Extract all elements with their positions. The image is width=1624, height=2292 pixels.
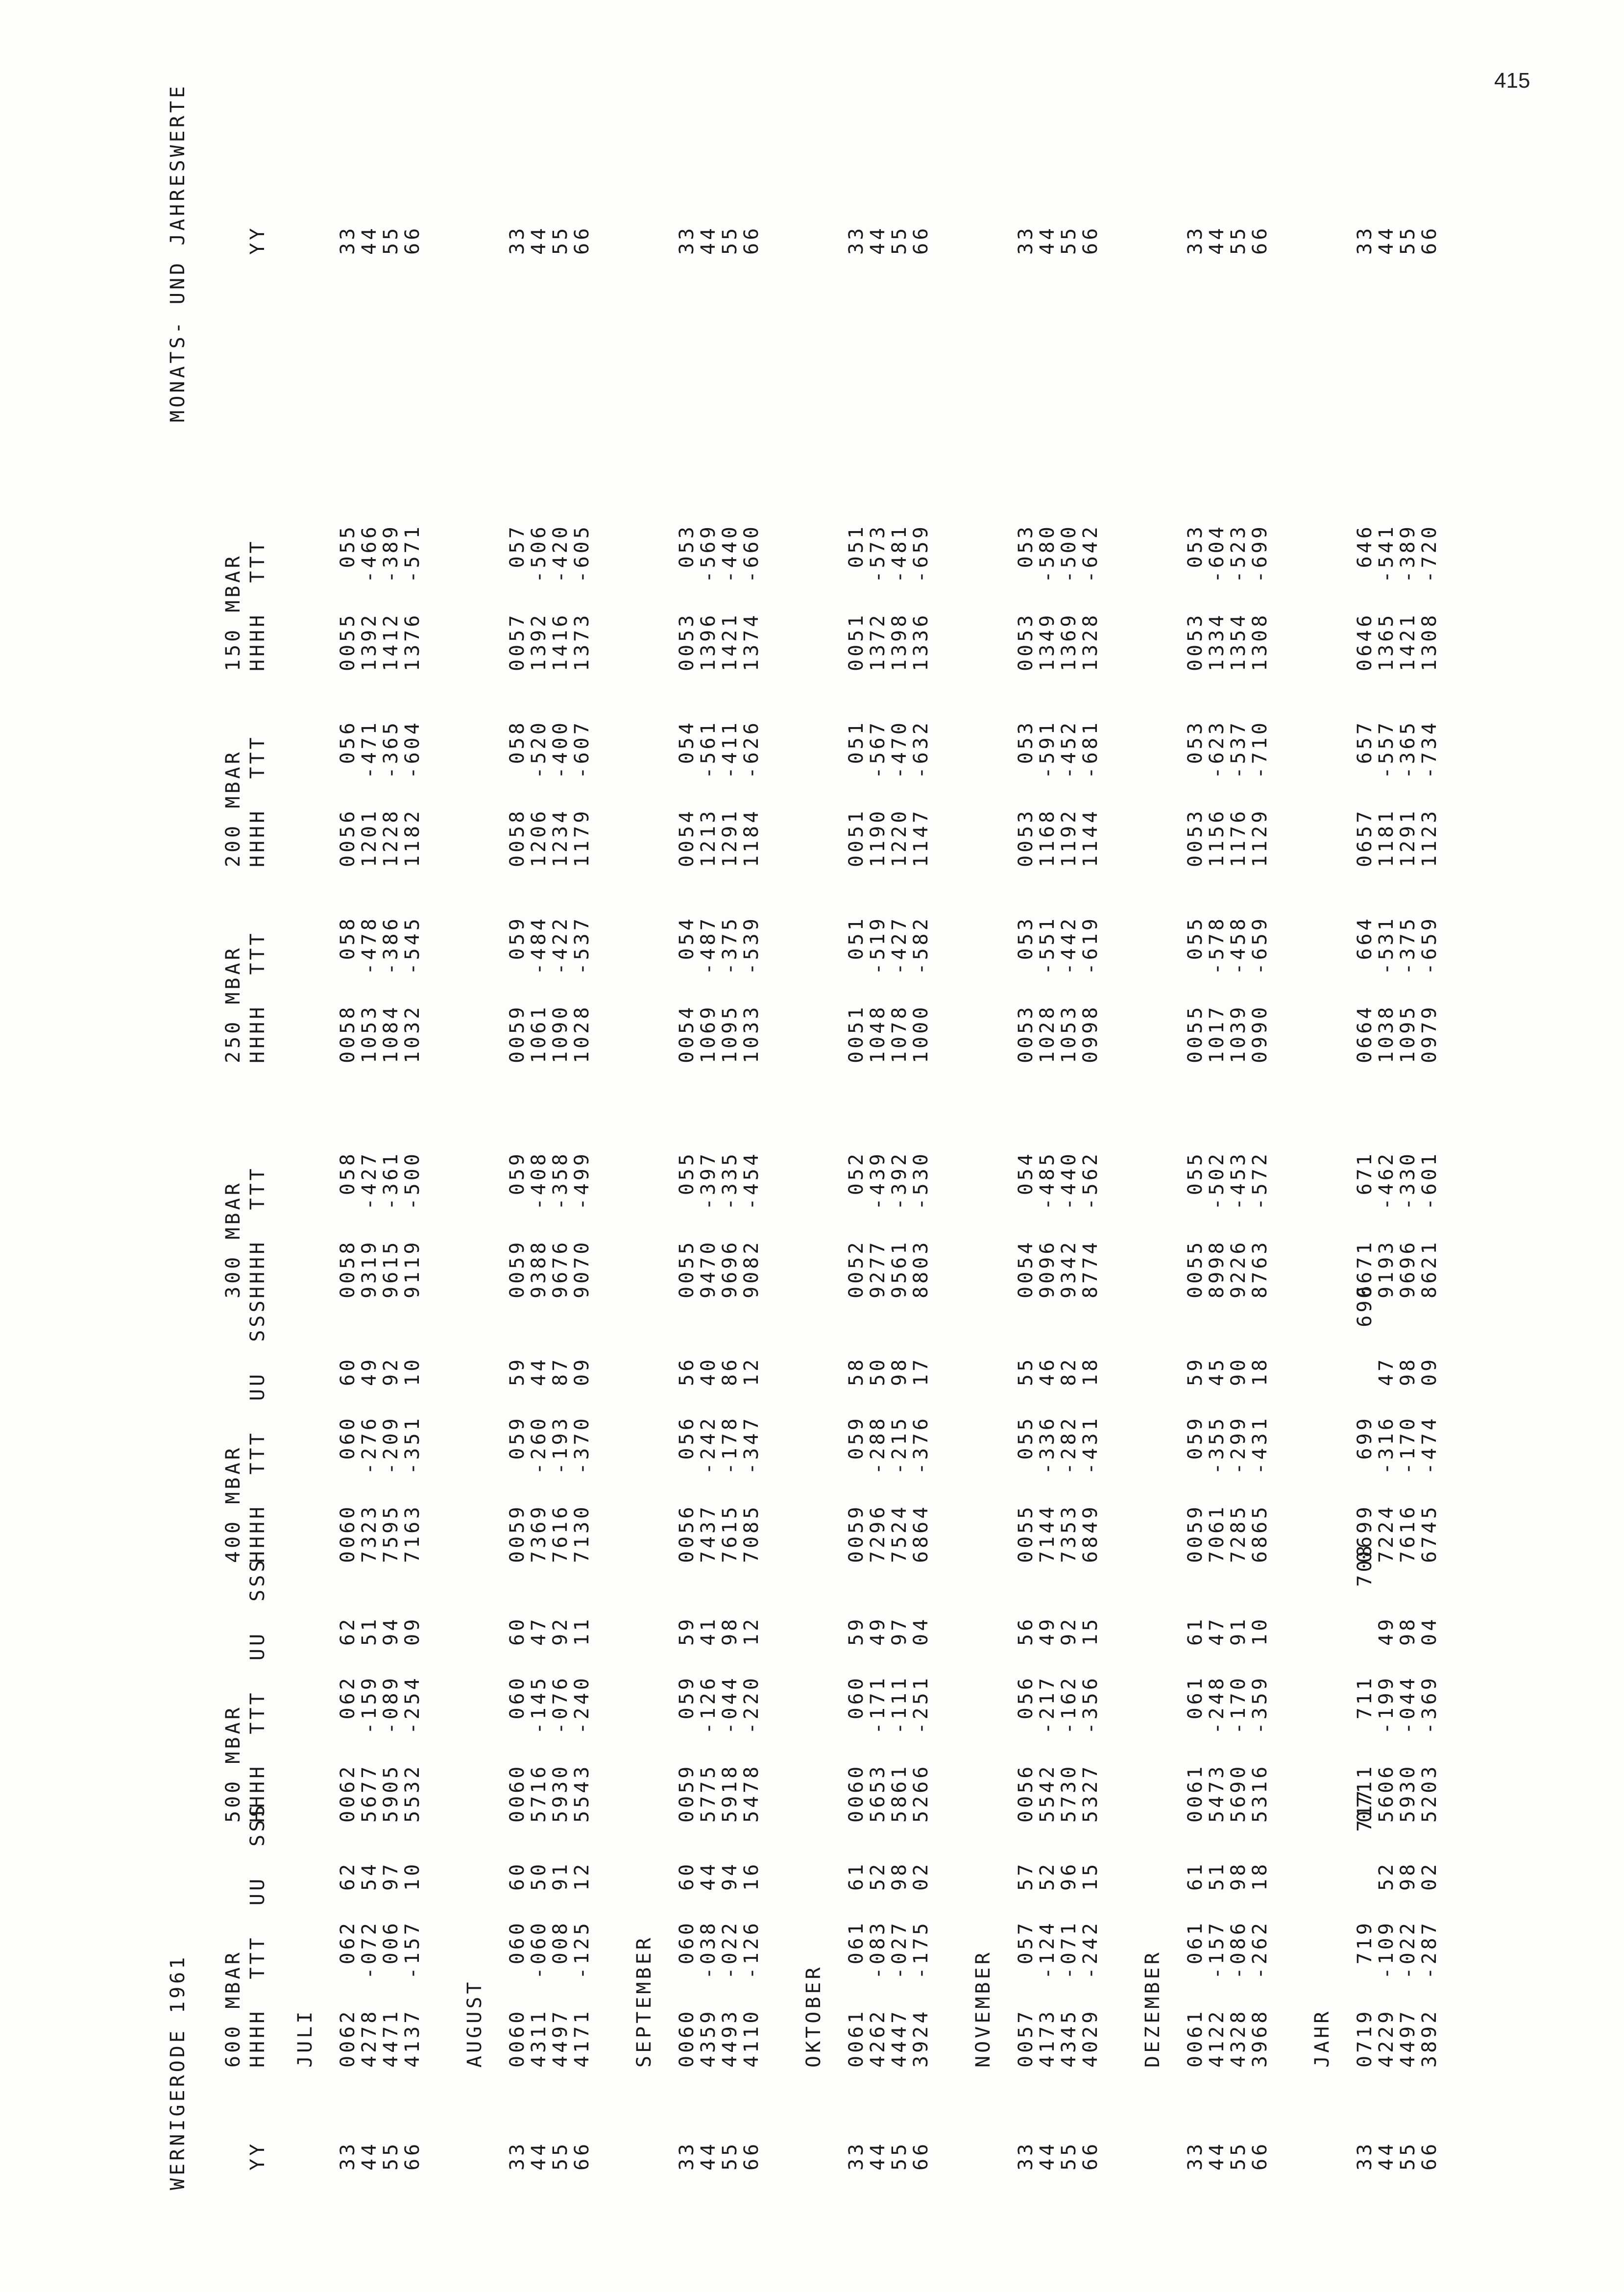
table-cell: 5473 -248 47 bbox=[1206, 1616, 1228, 1823]
table-cell: 1392 -466 bbox=[358, 524, 381, 671]
row-yy-right: 33 bbox=[1354, 225, 1376, 255]
table-cell: 0055 055 bbox=[1184, 1151, 1207, 1298]
row-yy: 66 bbox=[1418, 2141, 1441, 2170]
row-yy-right: 55 bbox=[719, 225, 741, 255]
table-cell: 8803 -530 bbox=[910, 1151, 932, 1298]
table-cell: 1369 -500 bbox=[1058, 524, 1080, 671]
table-cell: 0061 061 61 bbox=[1184, 1861, 1207, 2068]
table-cell: 0060 060 60 bbox=[506, 1616, 529, 1823]
table-cell: 1308 -720 bbox=[1418, 524, 1441, 671]
table-cell: 1213 -561 bbox=[697, 720, 720, 867]
table-cell: 9696 -335 bbox=[719, 1151, 741, 1298]
table-cell: 0059 059 59 bbox=[506, 1356, 529, 1563]
level-name: 600 MBAR bbox=[222, 1950, 244, 2068]
row-yy: 55 bbox=[380, 2141, 402, 2170]
row-yy: 55 bbox=[1227, 2141, 1250, 2170]
table-cell: 1416 -420 bbox=[549, 524, 572, 671]
table-cell: 5775 -126 41 bbox=[697, 1616, 720, 1823]
row-yy-right: 44 bbox=[867, 225, 889, 255]
table-cell: 1123 -734 bbox=[1418, 720, 1441, 867]
table-cell: 1336 -659 bbox=[910, 524, 932, 671]
page-number: 415 bbox=[1494, 69, 1530, 93]
table-cell: 5716 -145 47 bbox=[528, 1616, 550, 1823]
level-name: 200 MBAR bbox=[222, 749, 244, 867]
table-cell: 1354 -523 bbox=[1227, 524, 1250, 671]
month-label: OKTOBER bbox=[802, 1964, 825, 2068]
row-yy: 33 bbox=[845, 2141, 868, 2170]
table-cell: 0060 060 59 bbox=[845, 1616, 868, 1823]
month-label: JULI bbox=[294, 2008, 316, 2068]
level-columns: HHHH TTT UU SSS bbox=[246, 1297, 269, 1563]
table-cell: 5905 -089 94 bbox=[380, 1616, 402, 1823]
table-cell: 0053 053 bbox=[1184, 524, 1207, 671]
table-cell: 1039 -458 bbox=[1227, 916, 1250, 1063]
row-yy-right: 33 bbox=[506, 225, 529, 255]
table-cell: 1144 -681 bbox=[1079, 720, 1102, 867]
table-cell: 0646 646 bbox=[1354, 524, 1376, 671]
table-cell: 0059 059 58 bbox=[845, 1356, 868, 1563]
row-yy: 66 bbox=[1079, 2141, 1102, 2170]
row-yy: 66 bbox=[910, 2141, 932, 2170]
table-cell: 5203 -369 04 bbox=[1418, 1616, 1441, 1823]
table-cell: 0055 055 bbox=[1184, 916, 1207, 1063]
table-cell: 9119 -500 bbox=[401, 1151, 424, 1298]
row-yy-right: 55 bbox=[888, 225, 911, 255]
table-cell: 9696 -330 bbox=[1397, 1151, 1419, 1298]
table-cell: 7130 -370 09 bbox=[571, 1356, 593, 1563]
table-cell: 1069 -487 bbox=[697, 916, 720, 1063]
row-yy-right: 66 bbox=[1249, 225, 1271, 255]
rotated-table bbox=[147, 83, 1470, 2190]
table-cell: 5930 -076 92 bbox=[549, 1616, 572, 1823]
table-cell: 0055 055 55 bbox=[1015, 1356, 1037, 1563]
table-cell: 7615 -178 86 bbox=[719, 1356, 741, 1563]
table-cell: 1084 -386 bbox=[380, 916, 402, 1063]
table-cell: 7323 -276 49 bbox=[358, 1356, 381, 1563]
row-yy: 33 bbox=[676, 2141, 698, 2170]
row-yy: 33 bbox=[506, 2141, 529, 2170]
table-title: WERNIGERODE 1961 bbox=[167, 1954, 189, 2190]
row-yy: 33 bbox=[337, 2141, 359, 2170]
table-cell: 1220 -470 bbox=[888, 720, 911, 867]
row-yy-right: 55 bbox=[1227, 225, 1250, 255]
row-yy-right: 55 bbox=[549, 225, 572, 255]
table-cell: 9226 -453 bbox=[1227, 1151, 1250, 1298]
row-yy-right: 33 bbox=[676, 225, 698, 255]
row-yy: 44 bbox=[1375, 2141, 1398, 2170]
table-cell: 1373 -605 bbox=[571, 524, 593, 671]
table-cell: 0979 -659 bbox=[1418, 916, 1441, 1063]
level-columns: HHHH TTT bbox=[246, 734, 269, 867]
level-name: 300 MBAR bbox=[222, 1180, 244, 1298]
table-cell: 7524 -215 98 bbox=[888, 1356, 911, 1563]
table-cell: 4328 -086 98 bbox=[1227, 1861, 1250, 2068]
table-cell: 0058 058 bbox=[337, 916, 359, 1063]
table-cell: 0056 056 56 bbox=[676, 1356, 698, 1563]
column-header-yy-left: YY bbox=[246, 2141, 269, 2170]
table-cell: 1090 -422 bbox=[549, 916, 572, 1063]
table-cell: 1334 -604 bbox=[1206, 524, 1228, 671]
table-cell: 3892 -287 02 bbox=[1418, 1861, 1441, 2068]
table-cell: 1228 -365 bbox=[380, 720, 402, 867]
table-cell: 0711 711 708 bbox=[1354, 1542, 1376, 1823]
table-cell: 1000 -582 bbox=[910, 916, 932, 1063]
table-cell: 7163 -351 10 bbox=[401, 1356, 424, 1563]
table-cell: 1201 -471 bbox=[358, 720, 381, 867]
table-cell: 1376 -571 bbox=[401, 524, 424, 671]
row-yy-right: 44 bbox=[697, 225, 720, 255]
table-cell: 0057 057 bbox=[506, 524, 529, 671]
table-cell: 1421 -440 bbox=[719, 524, 741, 671]
level-name: 150 MBAR bbox=[222, 553, 244, 671]
month-label: JAHR bbox=[1311, 2008, 1333, 2068]
table-cell: 1147 -632 bbox=[910, 720, 932, 867]
table-cell: 1365 -541 bbox=[1375, 524, 1398, 671]
table-cell: 0059 059 59 bbox=[676, 1616, 698, 1823]
table-cell: 4278 -072 54 bbox=[358, 1861, 381, 2068]
row-yy: 44 bbox=[867, 2141, 889, 2170]
table-cell: 7437 -242 40 bbox=[697, 1356, 720, 1563]
table-cell: 1182 -604 bbox=[401, 720, 424, 867]
table-cell: 1038 -531 bbox=[1375, 916, 1398, 1063]
row-yy-right: 44 bbox=[1036, 225, 1059, 255]
row-yy-right: 66 bbox=[1079, 225, 1102, 255]
table-cell: 4447 -027 98 bbox=[888, 1861, 911, 2068]
table-cell: 0062 062 62 bbox=[337, 1616, 359, 1823]
level-name: 400 MBAR bbox=[222, 1445, 244, 1563]
table-cell: 1190 -567 bbox=[867, 720, 889, 867]
table-cell: 7285 -299 90 bbox=[1227, 1356, 1250, 1563]
table-cell: 0664 664 bbox=[1354, 916, 1376, 1063]
table-subtitle: MONATS- UND JAHRESWERTE bbox=[167, 83, 189, 422]
table-cell: 4229 -109 52 bbox=[1375, 1861, 1398, 2068]
table-cell: 9070 -499 bbox=[571, 1151, 593, 1298]
table-cell: 0719 719 717 bbox=[1354, 1787, 1376, 2068]
table-cell: 7061 -355 45 bbox=[1206, 1356, 1228, 1563]
table-cell: 4173 -124 52 bbox=[1036, 1861, 1059, 2068]
table-cell: 1168 -591 bbox=[1036, 720, 1059, 867]
table-cell: 0053 053 bbox=[1015, 916, 1037, 1063]
table-cell: 0053 053 bbox=[676, 524, 698, 671]
table-cell: 4345 -071 96 bbox=[1058, 1861, 1080, 2068]
month-label: SEPTEMBER bbox=[633, 1935, 655, 2068]
table-cell: 0056 056 56 bbox=[1015, 1616, 1037, 1823]
table-cell: 0998 -619 bbox=[1079, 916, 1102, 1063]
row-yy: 55 bbox=[1058, 2141, 1080, 2170]
table-cell: 8998 -502 bbox=[1206, 1151, 1228, 1298]
table-cell: 6849 -431 18 bbox=[1079, 1356, 1102, 1563]
table-cell: 1372 -573 bbox=[867, 524, 889, 671]
row-yy-right: 44 bbox=[358, 225, 381, 255]
row-yy: 66 bbox=[740, 2141, 763, 2170]
table-cell: 0657 657 bbox=[1354, 720, 1376, 867]
table-cell: 6864 -376 17 bbox=[910, 1356, 932, 1563]
table-cell: 1095 -375 bbox=[719, 916, 741, 1063]
table-cell: 1078 -427 bbox=[888, 916, 911, 1063]
row-yy-right: 55 bbox=[1058, 225, 1080, 255]
table-cell: 1053 -478 bbox=[358, 916, 381, 1063]
table-cell: 0059 059 bbox=[506, 916, 529, 1063]
table-cell: 5730 -162 92 bbox=[1058, 1616, 1080, 1823]
table-cell: 6745 -474 09 bbox=[1418, 1356, 1441, 1563]
table-cell: 1392 -506 bbox=[528, 524, 550, 671]
row-yy: 66 bbox=[571, 2141, 593, 2170]
row-yy: 55 bbox=[888, 2141, 911, 2170]
table-cell: 0699 699 696 bbox=[1354, 1283, 1376, 1563]
row-yy: 55 bbox=[719, 2141, 741, 2170]
table-cell: 1032 -545 bbox=[401, 916, 424, 1063]
table-cell: 0061 061 61 bbox=[1184, 1616, 1207, 1823]
table-cell: 1398 -481 bbox=[888, 524, 911, 671]
level-columns: HHHH TTT bbox=[246, 1166, 269, 1298]
row-yy-right: 66 bbox=[1418, 225, 1441, 255]
table-cell: 0052 052 bbox=[845, 1151, 868, 1298]
row-yy: 33 bbox=[1354, 2141, 1376, 2170]
table-cell: 7616 -170 98 bbox=[1397, 1356, 1419, 1563]
table-cell: 7353 -282 82 bbox=[1058, 1356, 1080, 1563]
table-cell: 5606 -199 49 bbox=[1375, 1616, 1398, 1823]
table-cell: 1412 -389 bbox=[380, 524, 402, 671]
table-cell: 0056 056 bbox=[337, 720, 359, 867]
table-cell: 0051 051 bbox=[845, 916, 868, 1063]
table-cell: 3924 -175 02 bbox=[910, 1861, 932, 2068]
row-yy-right: 66 bbox=[401, 225, 424, 255]
table-cell: 7296 -288 50 bbox=[867, 1356, 889, 1563]
table-cell: 1192 -452 bbox=[1058, 720, 1080, 867]
table-cell: 1374 -660 bbox=[740, 524, 763, 671]
table-cell: 6865 -431 18 bbox=[1249, 1356, 1271, 1563]
table-cell: 1291 -365 bbox=[1397, 720, 1419, 867]
table-cell: 1349 -580 bbox=[1036, 524, 1059, 671]
table-cell: 0990 -659 bbox=[1249, 916, 1271, 1063]
row-yy-right: 44 bbox=[1375, 225, 1398, 255]
table-cell: 1308 -699 bbox=[1249, 524, 1271, 671]
level-name: 250 MBAR bbox=[222, 945, 244, 1063]
table-cell: 0051 051 bbox=[845, 720, 868, 867]
table-cell: 0061 061 61 bbox=[845, 1861, 868, 2068]
table-cell: 0060 060 60 bbox=[506, 1861, 529, 2068]
table-cell: 1179 -607 bbox=[571, 720, 593, 867]
table-cell: 1156 -623 bbox=[1206, 720, 1228, 867]
table-cell: 1291 -411 bbox=[719, 720, 741, 867]
row-yy-right: 33 bbox=[337, 225, 359, 255]
table-cell: 0058 058 bbox=[337, 1151, 359, 1298]
row-yy: 33 bbox=[1015, 2141, 1037, 2170]
table-cell: 0059 059 59 bbox=[1184, 1356, 1207, 1563]
table-cell: 9096 -485 bbox=[1036, 1151, 1059, 1298]
level-columns: HHHH TTT bbox=[246, 538, 269, 671]
table-cell: 8621 -601 bbox=[1418, 1151, 1441, 1298]
table-cell: 1033 -539 bbox=[740, 916, 763, 1063]
table-cell: 1328 -642 bbox=[1079, 524, 1102, 671]
table-cell: 0054 054 bbox=[676, 720, 698, 867]
row-yy-right: 66 bbox=[740, 225, 763, 255]
table-cell: 0057 057 57 bbox=[1015, 1861, 1037, 2068]
row-yy-right: 33 bbox=[1015, 225, 1037, 255]
table-cell: 1061 -484 bbox=[528, 916, 550, 1063]
table-cell: 5677 -159 51 bbox=[358, 1616, 381, 1823]
table-cell: 4471 006 97 bbox=[380, 1861, 402, 2068]
table-cell: 1181 -557 bbox=[1375, 720, 1398, 867]
table-cell: 8774 -562 bbox=[1079, 1151, 1102, 1298]
row-yy: 55 bbox=[1397, 2141, 1419, 2170]
table-cell: 7224 -316 47 bbox=[1375, 1356, 1398, 1563]
table-cell: 9342 -440 bbox=[1058, 1151, 1080, 1298]
row-yy: 44 bbox=[528, 2141, 550, 2170]
table-cell: 9082 -454 bbox=[740, 1151, 763, 1298]
table-cell: 1129 -710 bbox=[1249, 720, 1271, 867]
table-cell: 0053 053 bbox=[1184, 720, 1207, 867]
row-yy-right: 66 bbox=[571, 225, 593, 255]
level-columns: HHHH TTT bbox=[246, 930, 269, 1063]
table-cell: 1048 -519 bbox=[867, 916, 889, 1063]
table-cell: 0054 054 bbox=[676, 916, 698, 1063]
table-cell: 9388 -408 bbox=[528, 1151, 550, 1298]
table-cell: 5543 -240 11 bbox=[571, 1616, 593, 1823]
month-label: DEZEMBER bbox=[1141, 1950, 1164, 2068]
column-header-yy-right: YY bbox=[246, 225, 269, 255]
table-cell: 0054 054 bbox=[1015, 1151, 1037, 1298]
table-cell: 0671 671 bbox=[1354, 1151, 1376, 1298]
table-cell: 5266 -251 04 bbox=[910, 1616, 932, 1823]
table-cell: 9319 -427 bbox=[358, 1151, 381, 1298]
table-cell: 0055 055 bbox=[337, 524, 359, 671]
row-yy-right: 44 bbox=[1206, 225, 1228, 255]
table-cell: 1421 -389 bbox=[1397, 524, 1419, 671]
table-cell: 5478 -220 12 bbox=[740, 1616, 763, 1823]
table-cell: 0051 051 bbox=[845, 524, 868, 671]
table-cell: 5327 -356 15 bbox=[1079, 1616, 1102, 1823]
row-yy-right: 33 bbox=[1184, 225, 1207, 255]
row-yy-right: 55 bbox=[1397, 225, 1419, 255]
table-cell: 5532 -254 09 bbox=[401, 1616, 424, 1823]
table-cell: 4110 -126 16 bbox=[740, 1861, 763, 2068]
table-cell: 0053 053 bbox=[1015, 524, 1037, 671]
row-yy: 44 bbox=[358, 2141, 381, 2170]
table-cell: 5653 -171 49 bbox=[867, 1616, 889, 1823]
table-cell: 7595 -209 92 bbox=[380, 1356, 402, 1563]
table-cell: 5861 -111 97 bbox=[888, 1616, 911, 1823]
table-cell: 4493 -022 94 bbox=[719, 1861, 741, 2068]
table-cell: 7616 -193 87 bbox=[549, 1356, 572, 1563]
row-yy: 66 bbox=[401, 2141, 424, 2170]
table-cell: 1095 -375 bbox=[1397, 916, 1419, 1063]
row-yy: 66 bbox=[1249, 2141, 1271, 2170]
row-yy: 55 bbox=[549, 2141, 572, 2170]
table-cell: 0060 060 60 bbox=[337, 1356, 359, 1563]
month-label: AUGUST bbox=[463, 1979, 486, 2068]
month-label: NOVEMBER bbox=[972, 1950, 994, 2068]
table-cell: 1176 -537 bbox=[1227, 720, 1250, 867]
row-yy: 44 bbox=[1036, 2141, 1059, 2170]
table-cell: 1184 -626 bbox=[740, 720, 763, 867]
table-cell: 4122 -157 51 bbox=[1206, 1861, 1228, 2068]
table-cell: 8763 -572 bbox=[1249, 1151, 1271, 1298]
row-yy-right: 33 bbox=[845, 225, 868, 255]
table-cell: 4137 -157 10 bbox=[401, 1861, 424, 2068]
row-yy-right: 66 bbox=[910, 225, 932, 255]
table-cell: 0055 055 bbox=[676, 1151, 698, 1298]
table-cell: 4497 -022 98 bbox=[1397, 1861, 1419, 2068]
table-cell: 4359 -038 44 bbox=[697, 1861, 720, 2068]
row-yy-right: 44 bbox=[528, 225, 550, 255]
table-cell: 0062 062 62 bbox=[337, 1861, 359, 2068]
row-yy: 33 bbox=[1184, 2141, 1207, 2170]
level-columns: HHHH TTT UU SSS bbox=[246, 1802, 269, 2068]
table-cell: 0059 059 bbox=[506, 1151, 529, 1298]
table-cell: 4171 -125 12 bbox=[571, 1861, 593, 2068]
table-cell: 1028 -537 bbox=[571, 916, 593, 1063]
table-cell: 9676 -358 bbox=[549, 1151, 572, 1298]
table-cell: 7369 -260 44 bbox=[528, 1356, 550, 1563]
table-cell: 0058 058 bbox=[506, 720, 529, 867]
table-cell: 9615 -361 bbox=[380, 1151, 402, 1298]
table-cell: 1053 -442 bbox=[1058, 916, 1080, 1063]
table-cell: 9193 -462 bbox=[1375, 1151, 1398, 1298]
table-cell: 9470 -397 bbox=[697, 1151, 720, 1298]
table-cell: 0060 060 60 bbox=[676, 1861, 698, 2068]
table-cell: 5542 -217 49 bbox=[1036, 1616, 1059, 1823]
table-cell: 5690 -170 91 bbox=[1227, 1616, 1250, 1823]
table-cell: 7085 -347 12 bbox=[740, 1356, 763, 1563]
level-columns: HHHH TTT UU SSS bbox=[246, 1557, 269, 1823]
table-cell: 9277 -439 bbox=[867, 1151, 889, 1298]
table-cell: 9561 -392 bbox=[888, 1151, 911, 1298]
table-cell: 0053 053 bbox=[1015, 720, 1037, 867]
table-cell: 4311 -060 50 bbox=[528, 1861, 550, 2068]
row-yy-right: 55 bbox=[380, 225, 402, 255]
table-cell: 1396 -569 bbox=[697, 524, 720, 671]
row-yy: 44 bbox=[697, 2141, 720, 2170]
table-cell: 5316 -359 10 bbox=[1249, 1616, 1271, 1823]
table-cell: 3968 -262 18 bbox=[1249, 1861, 1271, 2068]
table-cell: 4029 -242 15 bbox=[1079, 1861, 1102, 2068]
table-cell: 1206 -520 bbox=[528, 720, 550, 867]
table-cell: 4262 -083 52 bbox=[867, 1861, 889, 2068]
table-cell: 5918 -044 98 bbox=[719, 1616, 741, 1823]
table-cell: 5930 -044 98 bbox=[1397, 1616, 1419, 1823]
level-name: 500 MBAR bbox=[222, 1705, 244, 1823]
table-cell: 1028 -551 bbox=[1036, 916, 1059, 1063]
table-cell: 7144 -336 46 bbox=[1036, 1356, 1059, 1563]
row-yy: 44 bbox=[1206, 2141, 1228, 2170]
table-cell: 4497 008 91 bbox=[549, 1861, 572, 2068]
table-cell: 1234 -400 bbox=[549, 720, 572, 867]
table-cell: 1017 -578 bbox=[1206, 916, 1228, 1063]
